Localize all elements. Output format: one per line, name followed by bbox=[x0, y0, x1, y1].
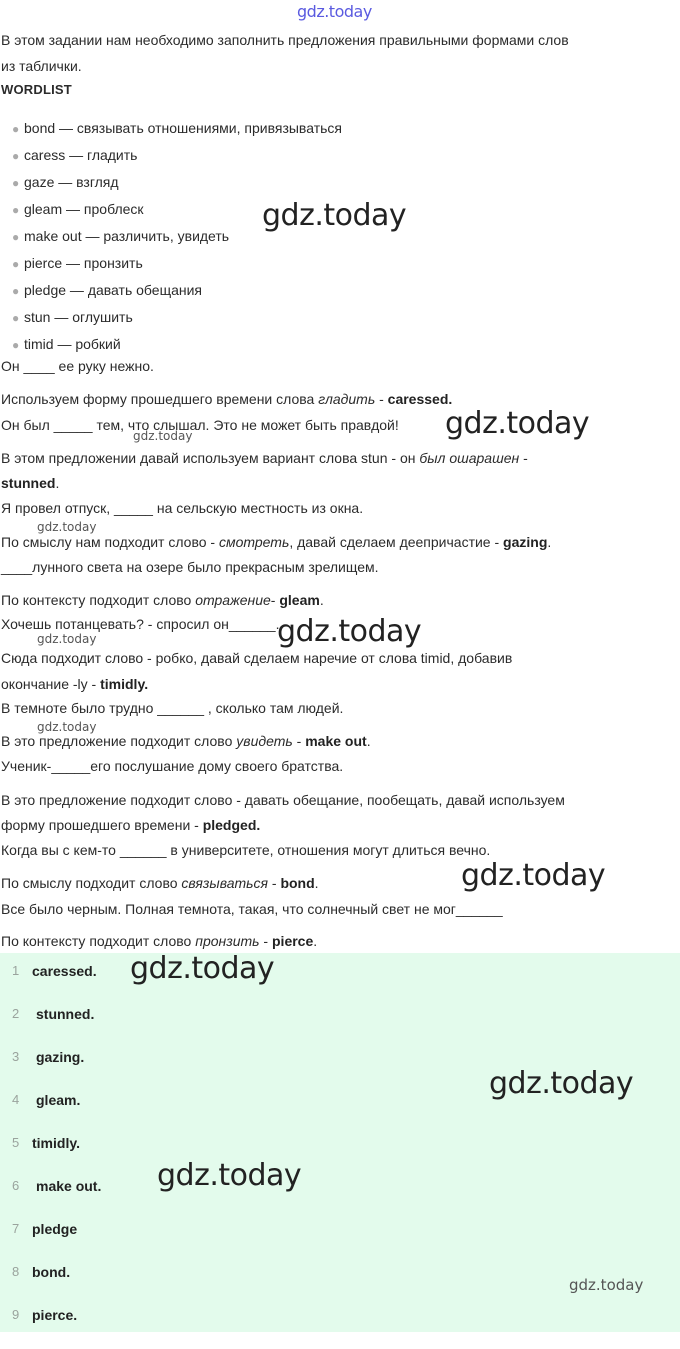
answer-row bbox=[0, 1005, 680, 1048]
answer-row bbox=[0, 1134, 680, 1177]
answer-number: 3 bbox=[12, 1049, 20, 1064]
bullet-icon: ● bbox=[12, 284, 20, 298]
task-explanation: По смыслу нам подходит слово - смотреть, давай сделаем деепричастие - gazing. bbox=[1, 534, 552, 550]
watermark: gdz.today bbox=[130, 951, 275, 986]
answer-word: stunned. bbox=[36, 1006, 95, 1022]
task-explanation-cont: окончание -ly - timidly. bbox=[1, 676, 149, 692]
bullet-icon: ● bbox=[12, 176, 20, 190]
intro-line-2: из таблички. bbox=[1, 58, 82, 74]
watermark: gdz.today bbox=[37, 632, 97, 646]
answer-number: 1 bbox=[12, 963, 20, 978]
task-sentence: ____лунного света на озере было прекрасным зрелищем. bbox=[1, 559, 379, 575]
answer-word: pierce. bbox=[32, 1307, 78, 1323]
task-sentence: Я провел отпуск, _____ на сельскую местность из окна. bbox=[1, 500, 364, 516]
answer-word: gazing. bbox=[36, 1049, 85, 1065]
task-explanation: По контексту подходит слово пронзить - pierce. bbox=[1, 933, 318, 949]
answer-number: 2 bbox=[12, 1006, 20, 1021]
watermark: gdz.today bbox=[37, 720, 97, 734]
wordlist-item: gaze — взгляд bbox=[24, 174, 119, 190]
watermark: gdz.today bbox=[569, 1276, 644, 1294]
task-sentence: В темноте было трудно ______ , сколько там людей. bbox=[1, 700, 344, 716]
answer-row bbox=[0, 962, 680, 1005]
watermark: gdz.today bbox=[133, 429, 193, 443]
task-sentence: Ученик-_____его послушание дому своего братства. bbox=[1, 758, 344, 774]
answer-word: pledge bbox=[32, 1221, 78, 1237]
wordlist-item: pierce — пронзить bbox=[24, 255, 143, 271]
task-explanation: Сюда подходит слово - робко, давай сделаем наречие от слова timid, добавив bbox=[1, 650, 513, 666]
task-explanation: В это предложение подходит слово увидеть - make out. bbox=[1, 733, 371, 749]
watermark: gdz.today bbox=[489, 1066, 634, 1101]
site-logo[interactable]: gdz.today bbox=[297, 2, 372, 21]
answer-number: 8 bbox=[12, 1264, 20, 1279]
wordlist-item: bond — связывать отношениями, привязываться bbox=[24, 120, 342, 136]
watermark: gdz.today bbox=[157, 1158, 302, 1193]
task-explanation: В этом предложении давай используем вариант слова stun - он был ошарашен - bbox=[1, 450, 528, 466]
watermark: gdz.today bbox=[37, 520, 97, 534]
answer-word: timidly. bbox=[32, 1135, 80, 1151]
wordlist-title: WORDLIST bbox=[1, 82, 72, 97]
task-sentence: Он был _____ тем, что слышал. Это не может быть правдой! bbox=[1, 417, 399, 433]
wordlist-item: gleam — проблеск bbox=[24, 201, 144, 217]
task-explanation-cont: форму прошедшего времени - pledged. bbox=[1, 817, 261, 833]
task-explanation: По контексту подходит слово отражение- gleam. bbox=[1, 592, 324, 608]
wordlist-item: stun — оглушить bbox=[24, 309, 133, 325]
watermark: gdz.today bbox=[461, 858, 606, 893]
answer-number: 9 bbox=[12, 1307, 20, 1322]
answer-word: caressed. bbox=[32, 963, 97, 979]
watermark: gdz.today bbox=[277, 614, 422, 649]
answer-word: make out. bbox=[36, 1178, 102, 1194]
task-explanation-cont: stunned. bbox=[1, 475, 60, 491]
watermark: gdz.today bbox=[445, 406, 590, 441]
answer-number: 6 bbox=[12, 1178, 20, 1193]
task-explanation: В это предложение подходит слово - давать обещание, пообещать, давай используем bbox=[1, 792, 565, 808]
task-explanation: Используем форму прошедшего времени слова гладить - caressed. bbox=[1, 391, 453, 407]
wordlist-item: pledge — давать обещания bbox=[24, 282, 203, 298]
bullet-icon: ● bbox=[12, 257, 20, 271]
bullet-icon: ● bbox=[12, 338, 20, 352]
answer-row bbox=[0, 1220, 680, 1263]
intro-line-1: В этом задании нам необходимо заполнить предложения правильными формами слов bbox=[1, 32, 569, 48]
answer-word: gleam. bbox=[36, 1092, 81, 1108]
bullet-icon: ● bbox=[12, 311, 20, 325]
task-sentence: Когда вы с кем-то ______ в университете, отношения могут длиться вечно. bbox=[1, 842, 491, 858]
task-sentence: Он ____ ее руку нежно. bbox=[1, 358, 154, 374]
answer-number: 4 bbox=[12, 1092, 20, 1107]
wordlist-item: timid — робкий bbox=[24, 336, 121, 352]
wordlist-item: caress — гладить bbox=[24, 147, 138, 163]
task-explanation: По смыслу подходит слово связываться - bond. bbox=[1, 875, 319, 891]
bullet-icon: ● bbox=[12, 149, 20, 163]
wordlist-item: make out — различить, увидеть bbox=[24, 228, 230, 244]
answer-number: 5 bbox=[12, 1135, 20, 1150]
answer-row bbox=[0, 1306, 680, 1349]
bullet-icon: ● bbox=[12, 203, 20, 217]
answer-word: bond. bbox=[32, 1264, 71, 1280]
bullet-icon: ● bbox=[12, 230, 20, 244]
answer-row bbox=[0, 1177, 680, 1220]
task-sentence: Все было черным. Полная темнота, такая, что солнечный свет не мог______ bbox=[1, 901, 503, 917]
answer-number: 7 bbox=[12, 1221, 20, 1236]
watermark: gdz.today bbox=[262, 198, 407, 233]
bullet-icon: ● bbox=[12, 122, 20, 136]
task-sentence: Хочешь потанцевать? - спросил он______. bbox=[1, 616, 280, 632]
